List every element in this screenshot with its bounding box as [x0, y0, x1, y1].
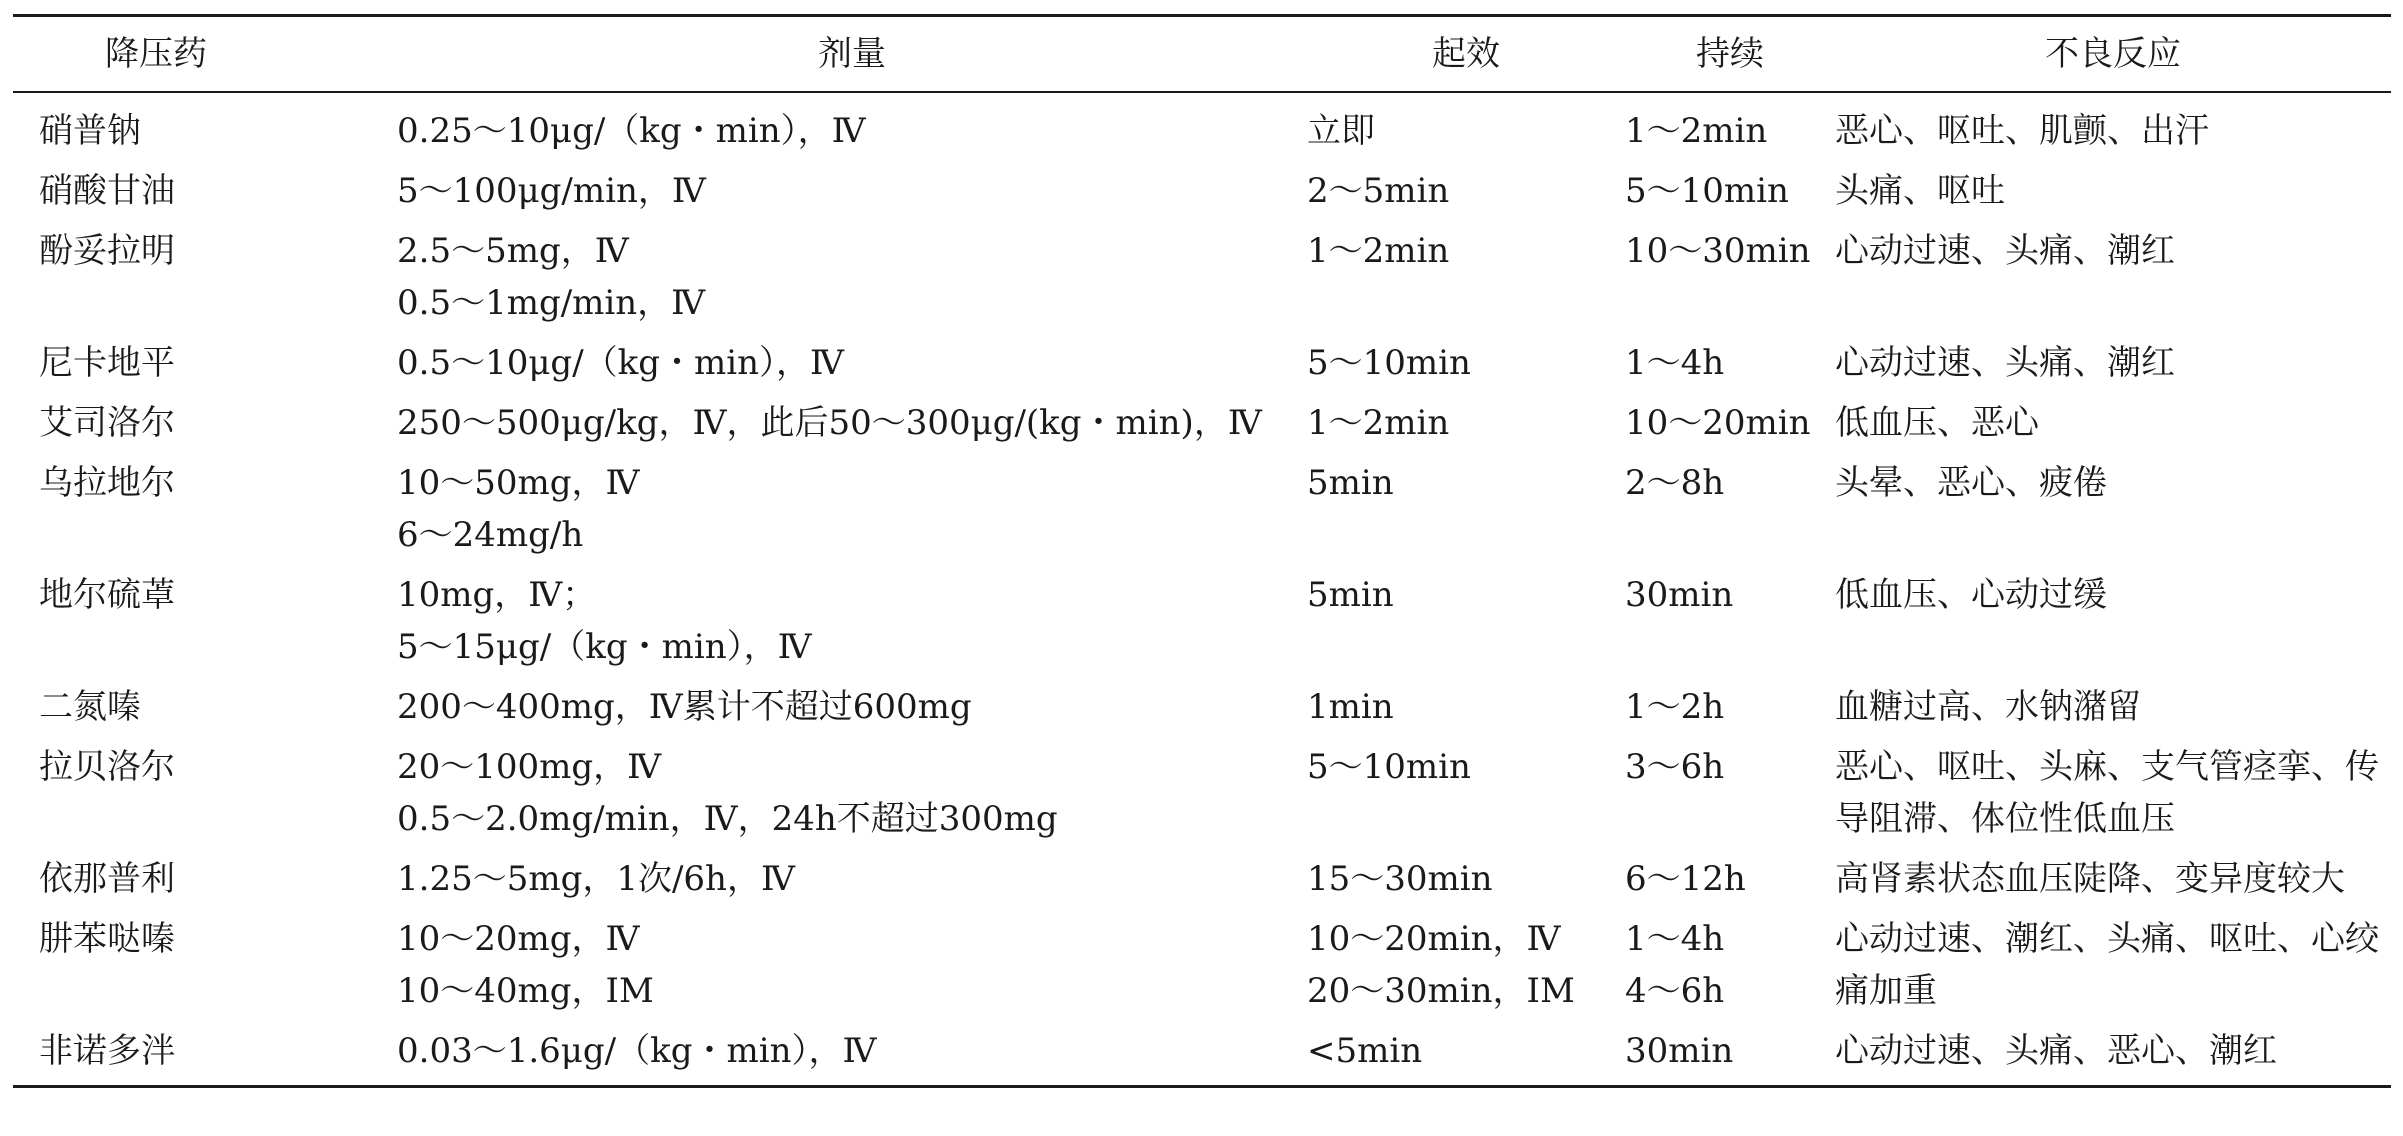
dose-cell: [397, 92, 1307, 161]
dose-line: 20～100mg，Ⅳ: [397, 747, 662, 787]
onset-cell: [1307, 92, 1625, 161]
duration-line: 1～2min: [1625, 111, 1768, 151]
onset-cell: [1307, 849, 1625, 909]
duration-line: 30min: [1625, 575, 1734, 615]
drug-cell: 非诺多泮: [39, 1031, 175, 1071]
duration-cell: [1625, 393, 1835, 453]
dose-line: 10～40mg，IM: [397, 971, 654, 1011]
table-row: [13, 737, 2391, 849]
dose-line: 1.25～5mg，1次/6h，Ⅳ: [397, 859, 795, 899]
adverse-cell: 头晕、恶心、疲倦: [1835, 463, 2107, 503]
header-onset: 起效: [1432, 34, 1500, 74]
duration-cell: [1625, 737, 1835, 849]
dose-line: 10mg，Ⅳ；: [397, 575, 597, 615]
onset-cell: [1307, 161, 1625, 221]
table-row: [13, 453, 2391, 565]
header-duration: 持续: [1696, 34, 1764, 74]
drug-cell: 二氮嗪: [39, 687, 141, 727]
onset-cell: [1307, 453, 1625, 565]
dose-cell: [397, 393, 1307, 453]
duration-line: 2～8h: [1625, 463, 1725, 503]
duration-cell: [1625, 221, 1835, 333]
duration-cell: [1625, 92, 1835, 161]
header-drug: 降压药: [105, 34, 207, 74]
dose-cell: [397, 677, 1307, 737]
drug-cell: 尼卡地平: [39, 343, 175, 383]
dose-cell: [397, 453, 1307, 565]
onset-line: 1～2min: [1307, 403, 1450, 443]
onset-cell: [1307, 909, 1625, 1021]
duration-line: 10～20min: [1625, 403, 1811, 443]
onset-line: <5min: [1307, 1031, 1423, 1071]
table-row: [13, 1021, 2391, 1087]
table-row: [13, 221, 2391, 333]
onset-line: 2～5min: [1307, 171, 1450, 211]
adverse-cell: 恶心、呕吐、肌颤、出汗: [1835, 111, 2209, 151]
dose-line: 10～20mg，Ⅳ: [397, 919, 640, 959]
table-header: [13, 16, 2391, 93]
onset-line: 1～2min: [1307, 231, 1450, 271]
duration-line: 1～4h: [1625, 343, 1725, 383]
onset-cell: [1307, 393, 1625, 453]
dose-line: 2.5～5mg，Ⅳ: [397, 231, 629, 271]
onset-cell: [1307, 677, 1625, 737]
onset-cell: [1307, 1021, 1625, 1087]
adverse-cell: 心动过速、头痛、恶心、潮红: [1835, 1031, 2277, 1071]
duration-line: 10～30min: [1625, 231, 1811, 271]
antihypertensive-drug-table: [13, 14, 2391, 1088]
drug-cell: 硝酸甘油: [39, 171, 175, 211]
drug-cell: 肼苯哒嗪: [39, 919, 175, 959]
onset-line: 10～20min，Ⅳ: [1307, 919, 1561, 959]
adverse-cell: 血糖过高、水钠潴留: [1835, 687, 2141, 727]
table-row: [13, 333, 2391, 393]
duration-cell: [1625, 849, 1835, 909]
dose-line: 10～50mg，Ⅳ: [397, 463, 640, 503]
table-row: [13, 909, 2391, 1021]
duration-line: 5～10min: [1625, 171, 1789, 211]
table-row: [13, 393, 2391, 453]
duration-line: 6～12h: [1625, 859, 1746, 899]
table-row: [13, 677, 2391, 737]
onset-cell: [1307, 221, 1625, 333]
dose-line: 0.03～1.6μg/（kg・min），Ⅳ: [397, 1031, 877, 1071]
drug-cell: 依那普利: [39, 859, 175, 899]
dose-line: 0.5～1mg/min，Ⅳ: [397, 283, 706, 323]
dose-line: 250～500μg/kg，Ⅳ，此后50～300μg/(kg・min)，Ⅳ: [397, 403, 1262, 443]
table-row: [13, 161, 2391, 221]
adverse-cell: 低血压、恶心: [1835, 403, 2039, 443]
onset-cell: [1307, 333, 1625, 393]
duration-cell: [1625, 1021, 1835, 1087]
adverse-text: 心动过速、潮红、头痛、呕吐、心绞痛加重: [1835, 919, 2379, 1011]
onset-line: 立即: [1307, 111, 1375, 151]
onset-line: 15～30min: [1307, 859, 1493, 899]
dose-cell: [397, 221, 1307, 333]
dose-line: 6～24mg/h: [397, 515, 584, 555]
dose-line: 5～15μg/（kg・min），Ⅳ: [397, 627, 812, 667]
duration-cell: [1625, 677, 1835, 737]
dose-cell: [397, 161, 1307, 221]
header-adverse-reactions: 不良反应: [2045, 34, 2181, 74]
drug-cell: 拉贝洛尔: [39, 747, 175, 787]
table-row: [13, 92, 2391, 161]
duration-cell: [1625, 161, 1835, 221]
duration-line: 1～4h: [1625, 919, 1725, 959]
header-dose: 剂量: [818, 34, 886, 74]
dose-line: 200～400mg，Ⅳ累计不超过600mg: [397, 687, 972, 727]
onset-line: 5min: [1307, 463, 1394, 503]
dose-cell: [397, 737, 1307, 849]
header-row: [13, 16, 2391, 93]
dose-cell: [397, 565, 1307, 677]
duration-cell: [1625, 565, 1835, 677]
adverse-cell: 心动过速、头痛、潮红: [1835, 231, 2175, 271]
duration-line: 1～2h: [1625, 687, 1725, 727]
dose-line: 0.5～2.0mg/min，Ⅳ，24h不超过300mg: [397, 799, 1058, 839]
adverse-cell: [1835, 909, 2391, 1021]
onset-line: 5min: [1307, 575, 1394, 615]
duration-line: 3～6h: [1625, 747, 1725, 787]
drug-cell: 硝普钠: [39, 111, 141, 151]
adverse-text: 恶心、呕吐、头麻、支气管痉挛、传导阻滞、体位性低血压: [1835, 747, 2379, 839]
onset-cell: [1307, 737, 1625, 849]
onset-line: 1min: [1307, 687, 1394, 727]
onset-line: 20～30min，IM: [1307, 971, 1575, 1011]
drug-cell: 酚妥拉明: [39, 231, 175, 271]
adverse-cell: 心动过速、头痛、潮红: [1835, 343, 2175, 383]
table-row: [13, 849, 2391, 909]
adverse-cell: 头痛、呕吐: [1835, 171, 2005, 211]
onset-cell: [1307, 565, 1625, 677]
table-row: [13, 565, 2391, 677]
onset-line: 5～10min: [1307, 343, 1471, 383]
dose-cell: [397, 333, 1307, 393]
onset-line: 5～10min: [1307, 747, 1471, 787]
table-body: [13, 92, 2391, 1087]
drug-cell: 地尔硫䓬: [39, 575, 175, 615]
duration-line: 4～6h: [1625, 971, 1725, 1011]
dose-line: 0.5～10μg/（kg・min），Ⅳ: [397, 343, 844, 383]
dose-line: 5～100μg/min，Ⅳ: [397, 171, 706, 211]
dose-line: 0.25～10μg/（kg・min），Ⅳ: [397, 111, 866, 151]
adverse-cell: 低血压、心动过缓: [1835, 575, 2107, 615]
duration-cell: [1625, 333, 1835, 393]
duration-cell: [1625, 453, 1835, 565]
antihypertensive-table-container: [13, 14, 2391, 1088]
duration-cell: [1625, 909, 1835, 1021]
dose-cell: [397, 1021, 1307, 1087]
dose-cell: [397, 849, 1307, 909]
duration-line: 30min: [1625, 1031, 1734, 1071]
drug-cell: 艾司洛尔: [39, 403, 175, 443]
drug-cell: 乌拉地尔: [39, 463, 175, 503]
dose-cell: [397, 909, 1307, 1021]
adverse-cell: [1835, 737, 2391, 849]
adverse-cell: 高肾素状态血压陡降、变异度较大: [1835, 859, 2345, 899]
